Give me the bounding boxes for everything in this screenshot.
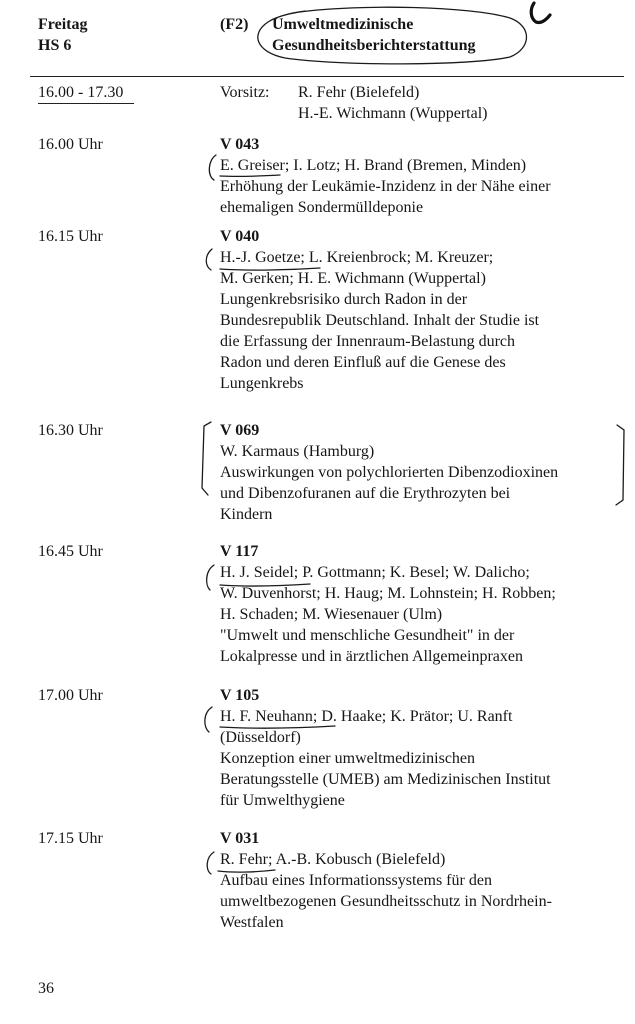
talk-code: V 105 bbox=[220, 687, 260, 704]
talk-title-line: Lungenkrebs bbox=[220, 375, 304, 392]
talk-code: V 069 bbox=[220, 422, 260, 439]
talk-title-line: Konzeption einer umweltmedizinischen bbox=[220, 750, 476, 767]
talk-title-line: Auswirkungen von polychlorierten Dibenzodioxinen bbox=[220, 464, 559, 481]
talk-time: 16.45 Uhr bbox=[38, 543, 103, 560]
talk-title-line: Lungenkrebsrisiko durch Radon in der bbox=[220, 291, 468, 308]
talk-time: 16.00 Uhr bbox=[38, 136, 103, 153]
talk-time: 16.30 Uhr bbox=[38, 422, 103, 439]
talk-authors: H. Schaden; M. Wiesenauer (Ulm) bbox=[220, 606, 443, 623]
talk-title-line: Bundesrepublik Deutschland. Inhalt der Studie ist bbox=[220, 312, 540, 329]
talk-title-line: "Umwelt und menschliche Gesundheit" in der bbox=[220, 627, 515, 644]
talk-time: 17.15 Uhr bbox=[38, 830, 103, 847]
talk-entry bbox=[220, 685, 551, 811]
chair-person-2: H.-E. Wichmann (Wuppertal) bbox=[298, 105, 488, 122]
chair-time: 16.00 - 17.30 bbox=[38, 84, 124, 101]
talk-title-line: Kindern bbox=[220, 506, 273, 523]
talk-title-line: ehemaligen Sondermülldeponie bbox=[220, 199, 424, 216]
greiser-bracket bbox=[209, 155, 216, 180]
room-label: HS 6 bbox=[38, 37, 72, 54]
karmaus-close-bracket bbox=[616, 425, 624, 505]
talk-time: 17.00 Uhr bbox=[38, 687, 103, 704]
chair-time-underline bbox=[38, 103, 134, 104]
session-title-line2: Gesundheitsberichterstattung bbox=[272, 37, 476, 54]
talk-authors: W. Duvenhorst; H. Haug; M. Lohnstein; H. Robben; bbox=[220, 585, 556, 602]
talk-entry bbox=[220, 420, 558, 525]
neuhann-bracket bbox=[205, 707, 212, 732]
header-rule bbox=[30, 76, 624, 77]
talk-authors: H. F. Neuhann; D. Haake; K. Prätor; U. Ranft bbox=[220, 708, 513, 725]
talk-title-line: die Erfassung der Innenraum-Belastung durch bbox=[220, 333, 516, 350]
session-title-line1: Umweltmedizinische bbox=[272, 16, 414, 33]
talk-authors: R. Fehr; A.-B. Kobusch (Bielefeld) bbox=[220, 851, 446, 868]
talk-title-line: und Dibenzofuranen auf die Erythrozyten bei bbox=[220, 485, 511, 502]
talk-code: V 031 bbox=[220, 830, 260, 847]
talk-authors: W. Karmaus (Hamburg) bbox=[220, 443, 375, 460]
talk-title-line: Radon und deren Einfluß auf die Genese des bbox=[220, 354, 506, 371]
talk-code: V 117 bbox=[220, 543, 259, 560]
talk-authors: M. Gerken; H. E. Wichmann (Wuppertal) bbox=[220, 270, 486, 287]
talk-title-line: Beratungsstelle (UMEB) am Medizinischen Institut bbox=[220, 771, 551, 788]
talk-title-line: Erhöhung der Leukämie-Inzidenz in der Nähe einer bbox=[220, 178, 551, 195]
fehr-bracket bbox=[207, 852, 214, 874]
chair-label: Vorsitz: bbox=[220, 84, 270, 101]
talk-time: 16.15 Uhr bbox=[38, 228, 103, 245]
talk-entry bbox=[220, 226, 539, 394]
talk-title-line: Lokalpresse und in ärztlichen Allgemeinpraxen bbox=[220, 648, 524, 665]
talk-authors: H. J. Seidel; P. Gottmann; K. Besel; W. Dalicho; bbox=[220, 564, 530, 581]
talk-authors: H.-J. Goetze; L. Kreienbrock; M. Kreuzer; bbox=[220, 249, 494, 266]
talk-title-line: umweltbezogenen Gesundheitsschutz in Nordrhein- bbox=[220, 893, 552, 910]
talk-title-line: Aufbau eines Informationssystems für den bbox=[220, 872, 492, 889]
talk-entry bbox=[220, 541, 556, 667]
talk-entry bbox=[220, 134, 551, 218]
talk-code: V 040 bbox=[220, 228, 260, 245]
session-code: (F2) bbox=[220, 16, 249, 33]
talk-code: V 043 bbox=[220, 136, 260, 153]
talk-title-line: für Umwelthygiene bbox=[220, 792, 345, 809]
day-label: Freitag bbox=[38, 16, 88, 33]
talk-title-line: Westfalen bbox=[220, 914, 284, 931]
pen-mark-icon bbox=[531, 3, 550, 23]
page-number: 36 bbox=[38, 980, 54, 997]
talk-authors: (Düsseldorf) bbox=[220, 729, 301, 746]
karmaus-open-bracket bbox=[202, 422, 211, 495]
chair-person-1: R. Fehr (Bielefeld) bbox=[298, 84, 420, 101]
goetze-bracket bbox=[206, 249, 212, 270]
talk-entry bbox=[220, 828, 552, 933]
seidel-bracket bbox=[207, 565, 214, 590]
talk-authors: E. Greiser; I. Lotz; H. Brand (Bremen, Minden) bbox=[220, 157, 527, 174]
